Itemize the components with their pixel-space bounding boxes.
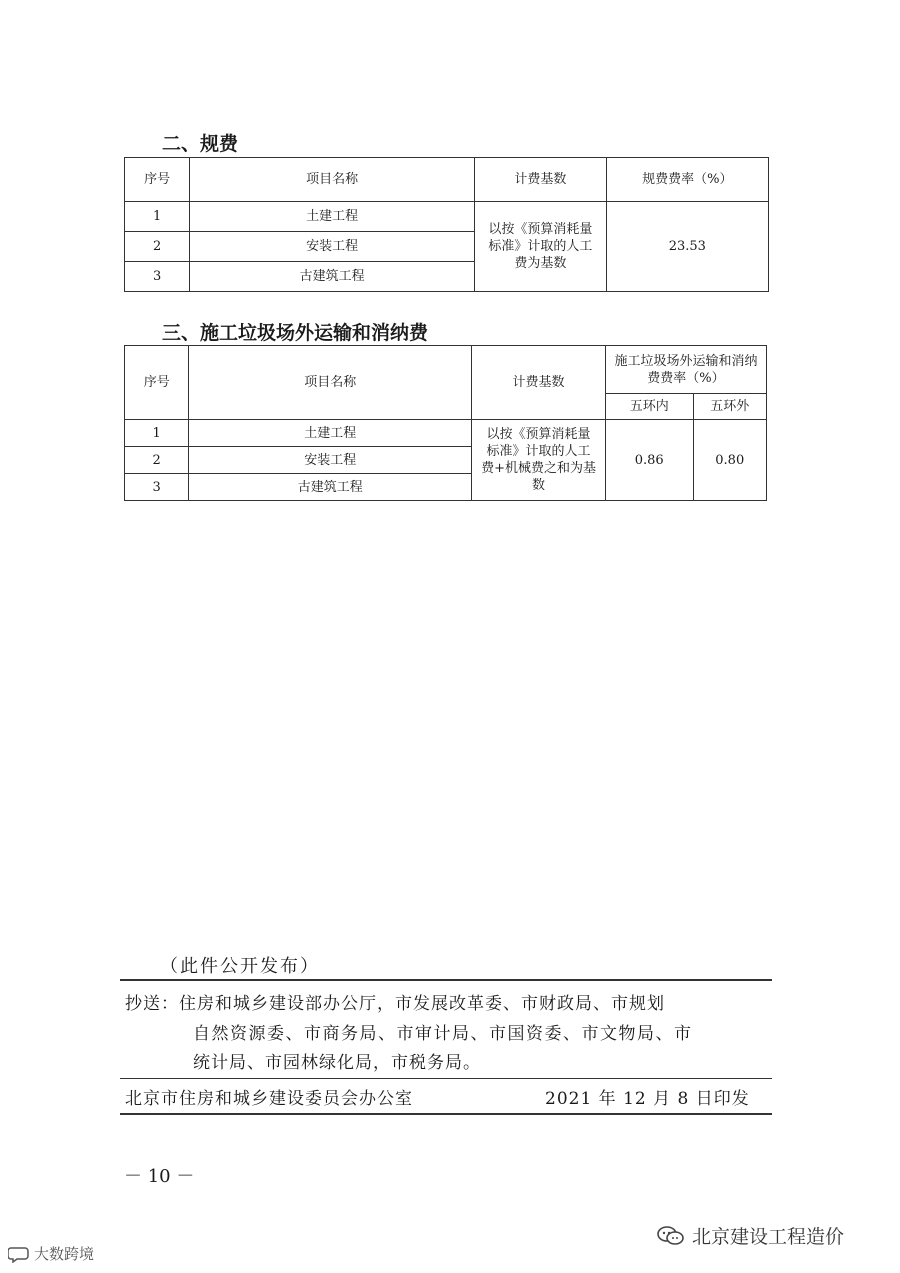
- watermark-right: [656, 1222, 844, 1249]
- basis-cell: 以按《预算消耗量标准》计取的人工费+机械费之和为基数: [472, 420, 606, 501]
- table-row: [125, 420, 767, 447]
- watermark-left-text: 大数跨境: [34, 1245, 95, 1263]
- header-outer-ring: 五环外: [693, 394, 767, 420]
- wechat-icon: [656, 1224, 686, 1248]
- row-no: 1: [125, 202, 190, 232]
- inner-rate-cell: 0.86: [605, 420, 693, 501]
- row-name: 土建工程: [190, 202, 475, 232]
- row-no: 3: [125, 474, 189, 501]
- footer-bottom-rule: [120, 1113, 772, 1115]
- header-inner-ring: 五环内: [605, 394, 693, 420]
- header-name: 项目名称: [189, 346, 472, 420]
- row-name: 安装工程: [189, 447, 472, 474]
- row-name: 古建筑工程: [189, 474, 472, 501]
- issuer: 北京市住房和城乡建设委员会办公室: [125, 1089, 413, 1109]
- chat-bubble-icon: [8, 1245, 30, 1263]
- public-release-note: （此件公开发布）: [160, 956, 320, 977]
- cc-line-2: 自然资源委、市商务局、市审计局、市国资委、市文物局、市: [193, 1024, 693, 1044]
- row-no: 3: [125, 262, 190, 292]
- row-name: 土建工程: [189, 420, 472, 447]
- rate-cell: 23.53: [606, 202, 768, 292]
- header-basis: 计费基数: [472, 346, 606, 420]
- row-name: 安装工程: [190, 232, 475, 262]
- table-row: [125, 202, 769, 232]
- section-heading-waste: 三、施工垃圾场外运输和消纳费: [162, 322, 429, 344]
- cc-line-1: 抄送：住房和城乡建设部办公厅，市发展改革委、市财政局、市规划: [125, 994, 665, 1014]
- header-rate: 施工垃圾场外运输和消纳费费率（%）: [605, 346, 766, 394]
- row-no: 1: [125, 420, 189, 447]
- print-date: 2021 年 12 月 8 日印发: [545, 1089, 750, 1109]
- header-name: 项目名称: [190, 158, 475, 202]
- footer-mid-rule: [120, 1078, 772, 1079]
- row-name: 古建筑工程: [190, 262, 475, 292]
- waste-fee-table: [124, 345, 767, 501]
- watermark-right-text: 北京建设工程造价: [692, 1226, 845, 1248]
- watermark-left: [8, 1243, 94, 1264]
- section-heading-fees: 二、规费: [162, 133, 239, 155]
- header-basis: 计费基数: [475, 158, 607, 202]
- outer-rate-cell: 0.80: [693, 420, 767, 501]
- header-no: 序号: [125, 158, 190, 202]
- header-no: 序号: [125, 346, 189, 420]
- row-no: 2: [125, 232, 190, 262]
- header-rate: 规费费率（%）: [606, 158, 768, 202]
- row-no: 2: [125, 447, 189, 474]
- fees-table: [124, 157, 769, 292]
- page-number: － 10 －: [124, 1166, 195, 1187]
- cc-line-3: 统计局、市园林绿化局，市税务局。: [193, 1053, 481, 1073]
- basis-cell: 以按《预算消耗量标准》计取的人工费为基数: [475, 202, 607, 292]
- footer-top-rule: [120, 979, 772, 981]
